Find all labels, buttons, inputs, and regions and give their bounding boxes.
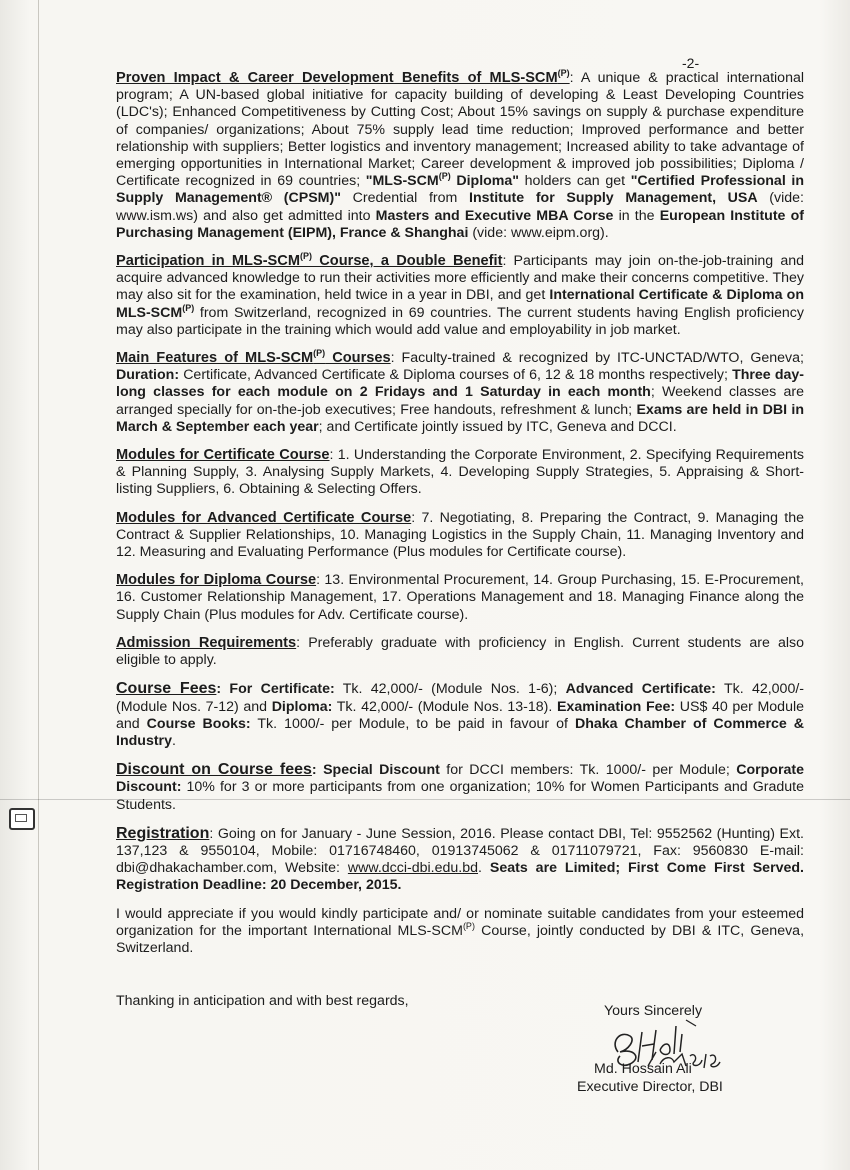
section-proven-impact: Proven Impact & Career Development Benefits of MLS-$SCM^{(P)}$: A unique & practical international program; A UN-based global initiative for capacity building of developing & Least Developing Countries (LDC's); Enhanced Competitiveness by Cutting Cost; About 15% savings on supply & purchase expenditure of companies/ organizations; About 75% supply lead time reduction; Improved performance and better relationship with suppliers; Better logistics and inventory management; Increased ability to take advantage of emerging opportunities in International Market; Career development & improved job possibilities; Diploma / Certificate recognized in 69 countries; "$MLS-SCM^{(P)}$ Diploma" holders can get "Certified Professional in Supply Management® (CPSM)" Credential from Institute for Supply Management, USA (vide: www.ism.ws) and also get admitted into Masters and Executive MBA Corse in the European Institute of Purchasing Management (EIPM), France & Shanghai (vide: www.eipm.org). [116,68,805,241]
section-main-features: Main Features of MLS-$SCM^{(P)}$ Courses: Faculty-trained & recognized by ITC-UNCTAD/WTO, Geneva; Duration: Certificate, Advanced Certificate & Diploma courses of 6, 12 & 18 months respectively; Three day-long classes for each module on 2 Fridays and 1 Saturday in each month; Weekend classes are arranged specially for on-the-job executives; Free handouts, refreshment & lunch; Exams are held in DBI in March & September each year; and Certificate jointly issued by ITC, Geneva and DCCI. [116,348,805,435]
section-heading: Modules for Certificate Course [116,447,330,464]
section-heading: Discount on Course fees [116,761,312,779]
closing-line: Thanking in anticipation and with best regards, [116,993,409,1009]
letter-body [116,70,804,968]
section-participation: Participation in MLS-$SCM^{(P)}$ Course, a Double Benefit: Participants may join on-the-job-training and acquire advanced knowledge to run their activities more efficiently and make their concerns competitive. They may also sit for the examination, held twice in a year in DBI, and get International Certificate & Diploma on MLS-$SCM^{(P)}$ from Switzerland, recognized in 69 countries. The current students having English proficiency may also participate in the training which would add value and employability in job market. [116,251,805,338]
section-modules-diploma: Modules for Diploma Course: 13. Environmental Procurement, 14. Group Purchasing, 15. E-Procurement, 16. Customer Relationship Management, 17. Operations Management and 18. Managing Finance along the Supply Chain (Plus modules for Adv. Certificate course). [116,572,804,623]
section-admission: Admission Requirements: Preferably graduate with proficiency in English. Current students are also eligible to apply. [116,634,804,669]
section-heading: Modules for Advanced Certificate Course [116,509,412,526]
section-modules-advanced: Modules for Advanced Certificate Course: 7. Negotiating, 8. Preparing the Contract, 9. Managing the Contract & Supplier Relationships, 10. Managing Logistics in the Supply Chain, 11. Managing Inventory and 12. Measuring and Evaluating Performance (Plus modules for Certificate course). [116,509,805,561]
section-heading: Proven Impact & Career Development Benefits of MLS-$SCM^{(P)}$ [116,68,570,86]
section-heading: Main Features of MLS-$SCM^{(P)}$ Courses [116,348,391,367]
section-heading: Course Fees [116,680,217,698]
signatory-title: Executive Director, DBI [577,1079,723,1095]
section-heading: Admission Requirements [116,634,297,651]
signatory-name: Md. Hossain Ali [594,1061,692,1077]
section-discount: Discount on Course fees: Special Discount for DCCI members: Tk. 1000/- per Module; Corporate Discount: 10% for 3 or more participants from one organization; 10% for Women Participants and Gradute Students. [116,761,804,813]
section-course-fees: Course Fees: For Certificate: Tk. 42,000/- (Module Nos. 1-6); Advanced Certificate: Tk. 42,000/- (Module Nos. 7-12) and Diploma: Tk. 42,000/- (Module Nos. 13-18). Examination Fee: US$ 40 per Module and Course Books: Tk. 1000/- per Module, to be paid in favour of Dhaka Chamber of Commerce & Industry. [116,680,805,749]
section-appeal: I would appreciate if you would kindly participate and/ or nominate suitable candidates from your esteemed organization for the important International MLS-$SCM^{(P)}$ Course, jointly conducted by DBI & ITC, Geneva, Switzerland. [116,905,805,956]
punch-hole-icon [9,808,35,830]
website-link[interactable]: www.dcci-dbi.edu.bd [347,860,479,877]
section-heading: Modules for Diploma Course [116,572,317,589]
page-number: -2- [682,55,700,71]
section-heading: Participation in MLS-$SCM^{(P)}$ Course, a Double Benefit [116,251,503,270]
margin-line [38,0,39,1170]
section-heading: Registration [116,824,210,842]
section-registration: Registration: Going on for January - June Session, 2016. Please contact DBI, Tel: 9552562 (Hunting) Ext. 137,123 & 9550104, Mobile: 01716748460, 01913745062 & 01711079721, Fax: 9560830 E-mail: dbi@dhakachamber.com, Website: www.dcci-dbi.edu.bd. Seats are Limited; First Come First Served. Registration Deadline: 20 December, 2015. [116,824,804,894]
sign-off-greeting: Yours Sincerely [604,1003,703,1019]
section-modules-certificate: Modules for Certificate Course: 1. Understanding the Corporate Environment, 2. Specifying Requirements & Planning Supply, 3. Analysing Supply Markets, 4. Developing Supply Strategies, 5. Appraising & Short-listing Suppliers, 6. Obtaining & Selecting Offers. [116,447,804,498]
